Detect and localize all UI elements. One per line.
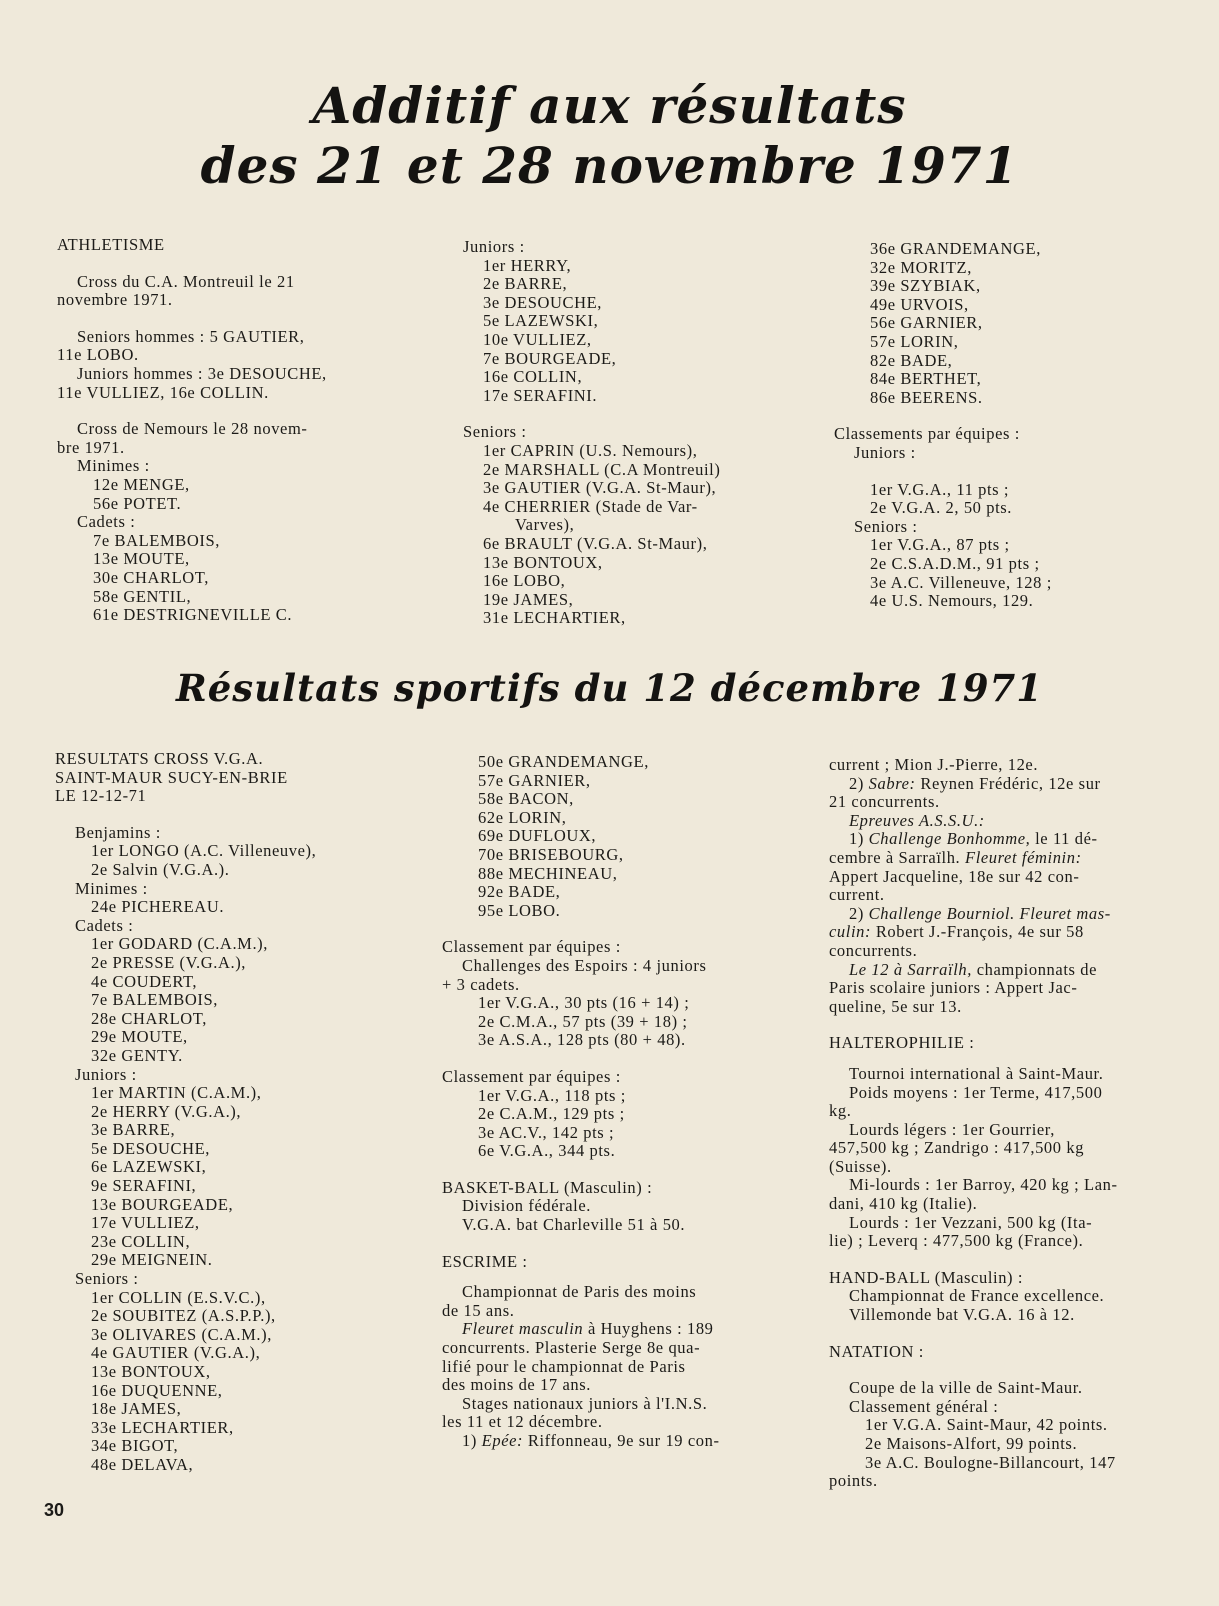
text-line: Classement général : — [849, 1396, 999, 1416]
text-line: 17e SERAFINI. — [483, 385, 598, 405]
text-line: Cadets : — [75, 915, 134, 935]
text-line: 56e POTET. — [93, 493, 182, 513]
text-line: 21 concurrents. — [829, 792, 940, 812]
text-line: Classements par équipes : — [834, 424, 1020, 444]
text-line: + 3 cadets. — [442, 974, 520, 994]
text-line: 61e DESTRIGNEVILLE C. — [93, 605, 293, 625]
text-line: Juniors : — [463, 237, 525, 256]
text-line: 1er GODARD (C.A.M.), — [91, 934, 268, 954]
text-line: 2e HERRY (V.G.A.), — [91, 1101, 242, 1121]
text-line: 58e BACON, — [478, 789, 574, 809]
text-line: Lourds : 1er Vezzani, 500 kg (Ita- — [849, 1212, 1093, 1232]
spacer — [57, 402, 387, 420]
text-line: Challenges des Espoirs : 4 juniors — [462, 955, 707, 975]
text-line: 4e GAUTIER (V.G.A.), — [91, 1343, 261, 1363]
text-line: Coupe de la ville de Saint-Maur. — [849, 1378, 1083, 1398]
text-line: BASKET-BALL (Masculin) : — [442, 1177, 653, 1197]
text-line: 3e AC.V., 142 pts ; — [478, 1122, 615, 1142]
text-line: concurrents. Plasterie Serge 8e qua- — [442, 1338, 701, 1358]
spacer — [57, 255, 387, 273]
text-line: 30e CHARLOT, — [93, 567, 209, 587]
text-line: Cross du C.A. Montreuil le 21 — [77, 271, 295, 291]
text-line: de 15 ans. — [442, 1300, 515, 1320]
text-line: 3e A.C. Boulogne-Billancourt, 147 — [865, 1452, 1116, 1472]
text-line: SAINT-MAUR SUCY-EN-BRIE — [55, 767, 288, 787]
text-line: 11e VULLIEZ, 16e COLLIN. — [57, 382, 269, 402]
text-line: 12e MENGE, — [93, 474, 190, 494]
text-line: 2e V.G.A. 2, 50 pts. — [870, 498, 1013, 518]
text-line: 33e LECHARTIER, — [91, 1417, 234, 1437]
text-line: RESULTATS CROSS V.G.A. — [55, 749, 264, 768]
text-line: 16e DUQUENNE, — [91, 1380, 223, 1400]
text-line: 2) Challenge Bourniol. Fleuret mas- — [849, 903, 1111, 923]
text-line: 13e BONTOUX, — [91, 1362, 211, 1381]
text-line: novembre 1971. — [57, 290, 173, 310]
text-line: HALTEROPHILIE : — [829, 1033, 975, 1053]
text-line: 5e LAZEWSKI, — [483, 311, 599, 331]
text-line: Seniors : — [854, 516, 918, 536]
text-line: 1er V.G.A., 118 pts ; — [478, 1085, 626, 1105]
text-line: 31e LECHARTIER, — [483, 608, 626, 628]
text-line: culin: Robert J.-François, 4e sur 58 — [829, 922, 1084, 942]
text-line: 2e C.S.A.D.M., 91 pts ; — [870, 553, 1040, 573]
text-line: 11e LOBO. — [57, 345, 139, 365]
text-line: LE 12-12-71 — [55, 786, 147, 806]
text-line: 39e SZYBIAK, — [870, 276, 981, 296]
text-line: Classement par équipes : — [442, 1066, 621, 1086]
spacer — [829, 1251, 1164, 1269]
spacer — [829, 1361, 1164, 1379]
text-line: 1er COLLIN (E.S.V.C.), — [91, 1287, 266, 1307]
text-line: 29e MEIGNEIN. — [91, 1250, 213, 1270]
text-line: des moins de 17 ans. — [442, 1375, 592, 1395]
text-line: 6e LAZEWSKI, — [91, 1157, 207, 1177]
text-line: Tournoi international à Saint-Maur. — [849, 1063, 1104, 1083]
text-line: 3e A.C. Villeneuve, 128 ; — [870, 572, 1052, 592]
text-line: 3e A.S.A., 128 pts (80 + 48). — [478, 1030, 686, 1050]
text-line: 2e BARRE, — [483, 274, 568, 294]
page-number: 30 — [44, 1500, 65, 1520]
text-line: 58e GENTIL, — [93, 586, 192, 606]
text-line: 4e CHERRIER (Stade de Var- — [483, 496, 698, 516]
text-line: Mi-lourds : 1er Barroy, 420 kg ; Lan- — [849, 1175, 1118, 1195]
text-line: Benjamins : — [75, 822, 161, 842]
text-line: Minimes : — [77, 456, 150, 476]
section2-column1 — [55, 750, 380, 1475]
text-line: Cross de Nemours le 28 novem- — [77, 419, 308, 439]
text-line: 88e MECHINEAU, — [478, 863, 618, 883]
spacer — [442, 920, 777, 938]
text-line: 13e MOUTE, — [93, 549, 190, 569]
text-line: 49e URVOIS, — [870, 294, 969, 314]
text-line: 29e MOUTE, — [91, 1027, 188, 1047]
text-line: lifié pour le championnat de Paris — [442, 1356, 686, 1376]
spacer — [442, 1050, 777, 1068]
text-line: 2) Sabre: Reynen Frédéric, 12e sur — [849, 773, 1101, 793]
text-line: 1) Epée: Riffonneau, 9e sur 19 con- — [462, 1431, 720, 1450]
spacer — [834, 407, 1084, 425]
text-line: Appert Jacqueline, 18e sur 42 con- — [829, 866, 1080, 886]
text-line: 13e BONTOUX, — [483, 552, 603, 572]
text-line: 7e BALEMBOIS, — [91, 990, 218, 1010]
section1-column2 — [463, 238, 778, 628]
text-line: 1er V.G.A., 30 pts (16 + 14) ; — [478, 993, 690, 1013]
text-line: 16e COLLIN, — [483, 367, 583, 387]
text-line: 50e GRANDEMANGE, — [478, 752, 649, 771]
spacer — [829, 1325, 1164, 1343]
text-line: 4e U.S. Nemours, 129. — [870, 591, 1034, 611]
text-line: 2e SOUBITEZ (A.S.P.P.), — [91, 1306, 276, 1326]
section2-column2 — [442, 753, 777, 1451]
text-line: 92e BADE, — [478, 882, 561, 902]
text-line: Championnat de Paris des moins — [462, 1282, 697, 1302]
text-line: V.G.A. bat Charleville 51 à 50. — [462, 1215, 686, 1235]
text-line: Juniors : — [854, 442, 916, 462]
text-line: current. — [829, 885, 885, 905]
text-line: 23e COLLIN, — [91, 1231, 191, 1251]
text-line: 2e C.M.A., 57 pts (39 + 18) ; — [478, 1011, 688, 1031]
section1-column3 — [834, 240, 1084, 611]
text-line: Epreuves A.S.S.U.: — [849, 810, 985, 830]
spacer — [463, 405, 778, 423]
text-line: (Suisse). — [829, 1156, 892, 1176]
text-line: 82e BADE, — [870, 350, 953, 370]
text-line: Seniors hommes : 5 GAUTIER, — [77, 326, 305, 346]
spacer — [55, 806, 380, 824]
text-line: 69e DUFLOUX, — [478, 826, 597, 846]
text-line: Championnat de France excellence. — [849, 1286, 1105, 1306]
text-line: Cadets : — [77, 512, 136, 532]
text-line: 457,500 kg ; Zandrigo : 417,500 kg — [829, 1138, 1085, 1158]
text-line: 95e LOBO. — [478, 900, 561, 920]
text-line: 1) Challenge Bonhomme, le 11 dé- — [849, 829, 1098, 849]
section1-column1 — [57, 236, 387, 625]
text-line: 62e LORIN, — [478, 807, 567, 827]
text-line: 6e BRAULT (V.G.A. St-Maur), — [483, 533, 708, 553]
text-line: lie) ; Leverq : 477,500 kg (France). — [829, 1231, 1084, 1251]
text-line: 7e BALEMBOIS, — [93, 530, 220, 550]
text-line: 18e JAMES, — [91, 1399, 182, 1419]
text-line: 2e Salvin (V.G.A.). — [91, 859, 230, 879]
text-line: HAND-BALL (Masculin) : — [829, 1267, 1024, 1287]
text-line: NATATION : — [829, 1341, 924, 1361]
text-line: 48e DELAVA, — [91, 1454, 194, 1474]
text-line: Poids moyens : 1er Terme, 417,500 — [849, 1082, 1103, 1102]
text-line: Fleuret masculin à Huyghens : 189 — [462, 1319, 714, 1339]
headline-resultats-12-decembre: Résultats sportifs du 12 décembre 1971 — [175, 666, 1043, 710]
text-line: 32e MORITZ, — [870, 257, 972, 277]
text-line: kg. — [829, 1101, 852, 1121]
headline-additif-line2: des 21 et 28 novembre 1971 — [200, 136, 1019, 195]
text-line: 3e DESOUCHE, — [483, 292, 603, 312]
spacer — [834, 463, 1084, 481]
text-line: 36e GRANDEMANGE, — [870, 239, 1041, 258]
text-line: 32e GENTY. — [91, 1045, 183, 1065]
text-line: 19e JAMES, — [483, 589, 574, 609]
text-line: 5e DESOUCHE, — [91, 1138, 211, 1158]
text-line: bre 1971. — [57, 437, 125, 457]
text-line: 17e VULLIEZ, — [91, 1213, 200, 1233]
text-line: 24e PICHEREAU. — [91, 897, 225, 917]
text-line: cembre à Sarraïlh. Fleuret féminin: — [829, 847, 1082, 867]
text-line: 3e GAUTIER (V.G.A. St-Maur), — [483, 478, 717, 498]
text-line: current ; Mion J.-Pierre, 12e. — [829, 755, 1039, 774]
text-line: 86e BEERENS. — [870, 387, 983, 407]
text-line: 1er V.G.A., 11 pts ; — [870, 479, 1010, 499]
text-line: 56e GARNIER, — [870, 313, 983, 333]
text-line: 7e BOURGEADE, — [483, 348, 617, 368]
text-line: 1er LONGO (A.C. Villeneuve), — [91, 841, 317, 861]
spacer — [829, 1016, 1164, 1034]
text-line: ESCRIME : — [442, 1251, 528, 1271]
spacer — [57, 310, 387, 328]
text-line: 84e BERTHET, — [870, 369, 982, 389]
text-line: 1er V.G.A. Saint-Maur, 42 points. — [865, 1415, 1108, 1435]
text-line: Lourds légers : 1er Gourrier, — [849, 1119, 1055, 1139]
text-line: Minimes : — [75, 878, 148, 898]
text-line: Seniors : — [463, 422, 527, 442]
headline-additif-line1: Additif aux résultats — [312, 76, 907, 135]
text-line: 1er CAPRIN (U.S. Nemours), — [483, 440, 698, 460]
text-line: Classement par équipes : — [442, 937, 621, 957]
text-line: 1er V.G.A., 87 pts ; — [870, 535, 1010, 555]
text-line: concurrents. — [829, 940, 918, 960]
text-line: dani, 410 kg (Italie). — [829, 1194, 978, 1214]
text-line: 1er MARTIN (C.A.M.), — [91, 1083, 262, 1103]
text-line: Varves), — [515, 515, 575, 535]
text-line: queline, 5e sur 13. — [829, 996, 962, 1016]
text-line: 2e PRESSE (V.G.A.), — [91, 952, 247, 972]
text-line: Seniors : — [75, 1269, 139, 1289]
text-line: 6e V.G.A., 344 pts. — [478, 1141, 616, 1161]
text-line: 57e GARNIER, — [478, 770, 591, 790]
text-line: 28e CHARLOT, — [91, 1008, 207, 1028]
text-line: Juniors hommes : 3e DESOUCHE, — [77, 363, 327, 383]
text-line: Division fédérale. — [462, 1196, 592, 1216]
text-line: 70e BRISEBOURG, — [478, 844, 624, 864]
text-line: les 11 et 12 décembre. — [442, 1412, 603, 1432]
text-line: 3e OLIVARES (C.A.M.), — [91, 1324, 272, 1344]
text-line: 2e Maisons-Alfort, 99 points. — [865, 1434, 1078, 1453]
spacer — [442, 1161, 777, 1179]
section2-column3 — [829, 756, 1164, 1491]
text-line: points. — [829, 1471, 878, 1491]
text-line: ATHLETISME — [57, 235, 165, 254]
text-line: 13e BOURGEADE, — [91, 1194, 234, 1214]
text-line: 57e LORIN, — [870, 331, 959, 351]
text-line: 34e BIGOT, — [91, 1436, 179, 1456]
text-line: 3e BARRE, — [91, 1120, 176, 1140]
text-line: 1er HERRY, — [483, 255, 572, 275]
text-line: Stages nationaux juniors à l'I.N.S. — [462, 1393, 708, 1413]
text-line: 2e C.A.M., 129 pts ; — [478, 1104, 625, 1124]
text-line: Juniors : — [75, 1064, 137, 1084]
text-line: 10e VULLIEZ, — [483, 329, 592, 349]
text-line: 9e SERAFINI, — [91, 1176, 197, 1196]
text-line: 2e MARSHALL (C.A Montreuil) — [483, 459, 721, 479]
text-line: Villemonde bat V.G.A. 16 à 12. — [849, 1305, 1075, 1325]
text-line: Paris scolaire juniors : Appert Jac- — [829, 978, 1078, 998]
text-line: 16e LOBO, — [483, 571, 566, 591]
text-line: Le 12 à Sarraïlh, championnats de — [849, 959, 1098, 979]
text-line: 4e COUDERT, — [91, 971, 198, 991]
spacer — [442, 1235, 777, 1253]
